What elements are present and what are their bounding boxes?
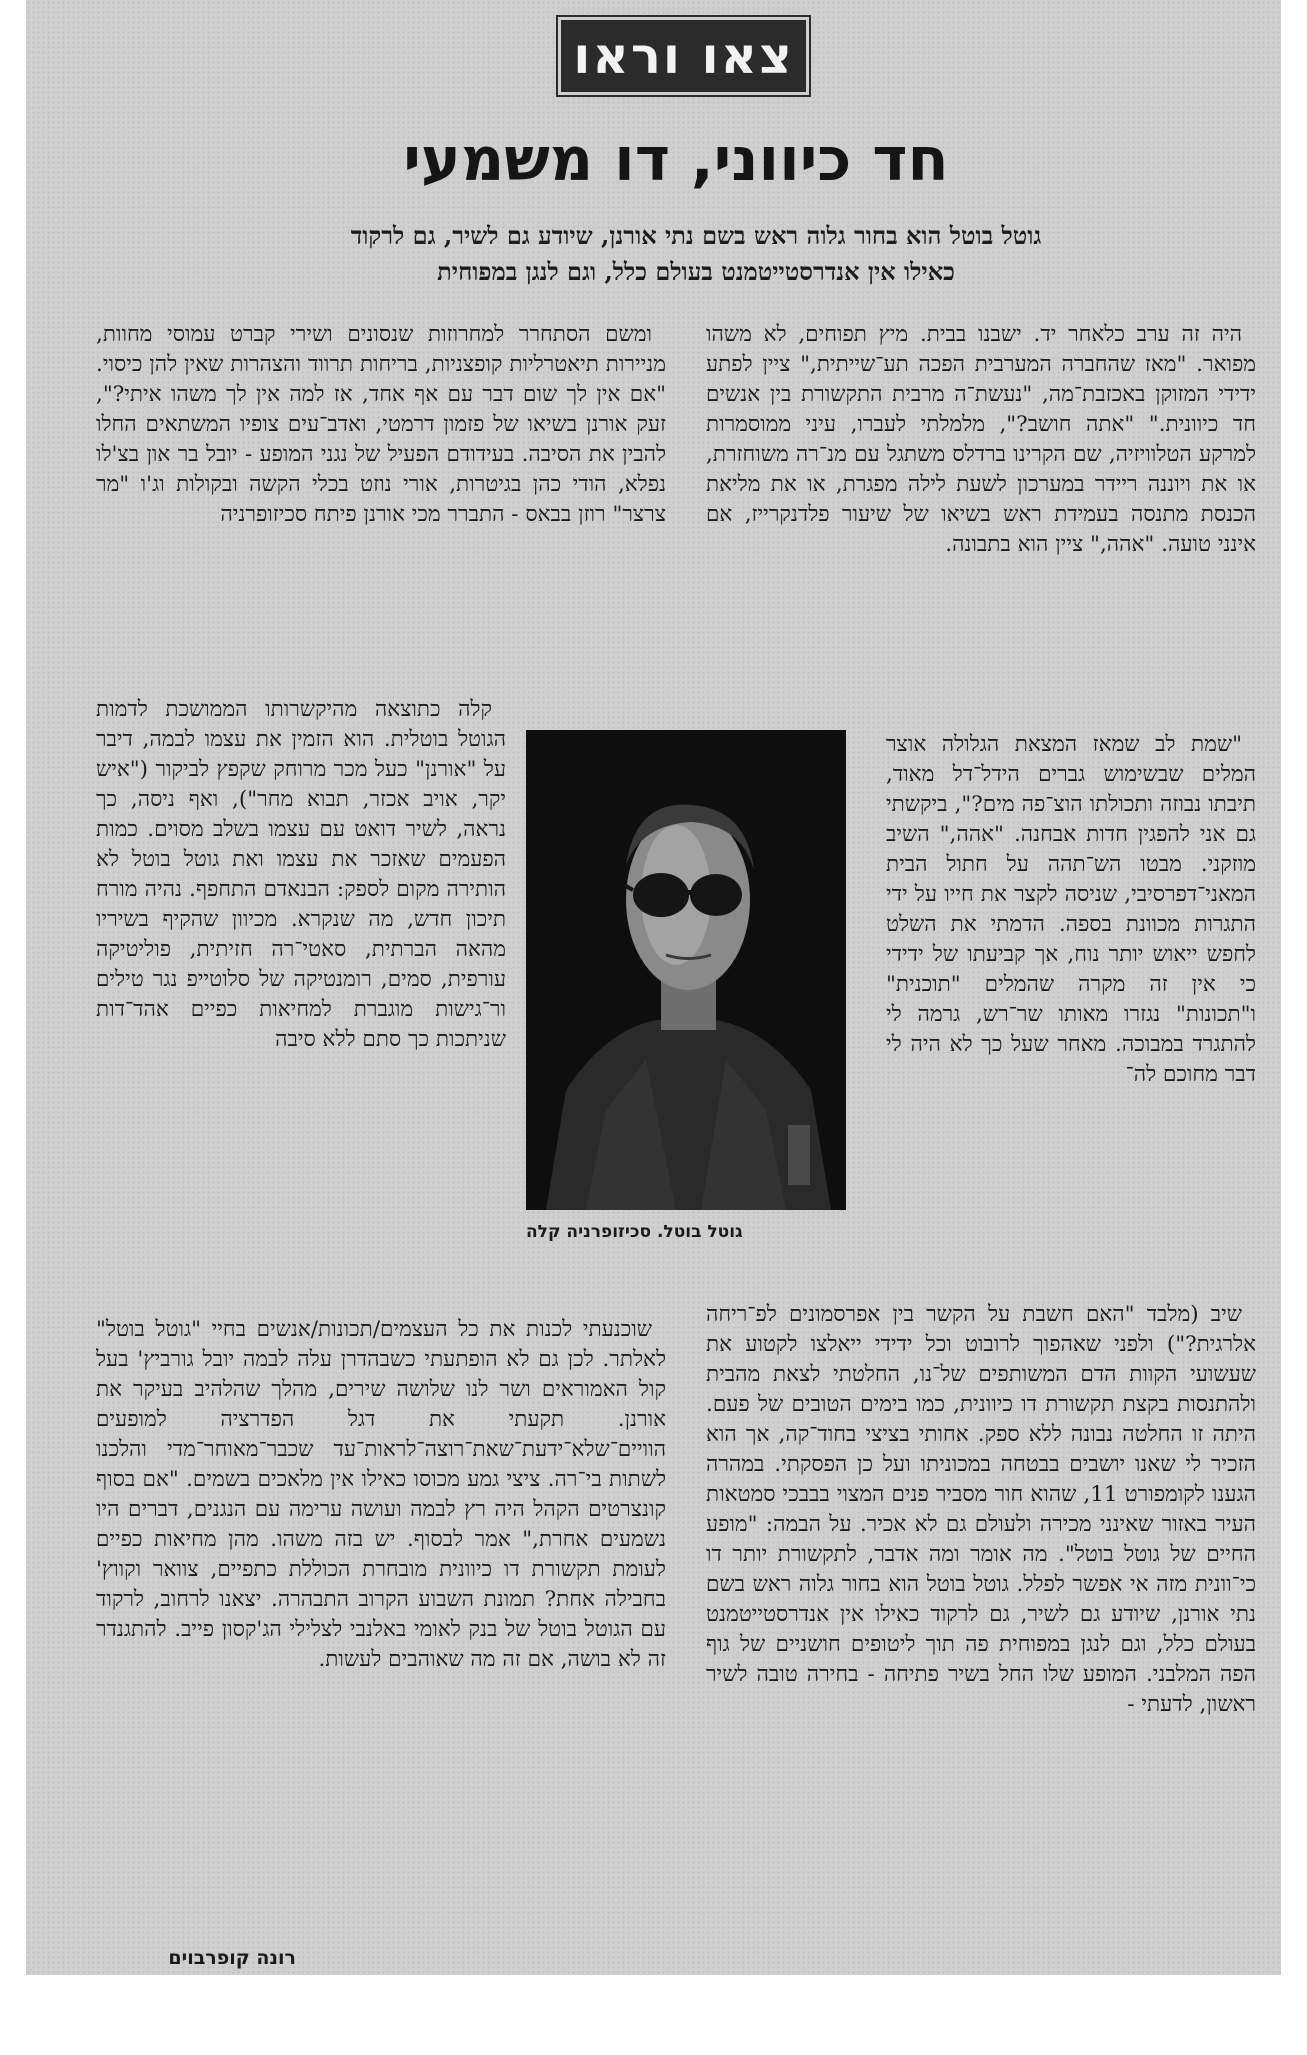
column-right-bottom [706, 1300, 1256, 1960]
paragraph: "שמת לב שמאז המצאת הגלולה אוצר המלים שבשימוש גברים הידל־דל מאוד, תיבתו נבוזה ותכולתו הוצ־פה מים?", ביקשתי גם אני להפגין חדות אבחנה. "אהה," השיב מוזקני. מבטו הש־תהה על חתול הבית המאני־דפרסיבי, שניסה לקצר את חייו על ידי התגרות מכוונת בספה. הדמתי את השלט לחפש ייאוש יותר נוח, אך קביעתו של ידידי כי אין זה מקרה שהמלים "תוכנית" ו"תכונות" נגזרו מאותו שר־רש, גרמה לי להתגרד במבוכה. מאחר שעל כך לא היה לי דבר מחוכם לה־ [886, 732, 1256, 1087]
paragraph: קלה כתוצאה מהיקשרותו הממושכת לדמות הגוטל בוטלית. הוא הזמין את עצמו לבמה, דיבר על "אורנן" כעל מכר מרוחק שקפץ לביקור ("איש יקר, אויב אכזר, תבוא מחר"), ואף ניסה, כך נראה, לשיר דואט עם עצמו בשלב מסוים. כמות הפעמים שאזכר את עצמו ואת גוטל בוטל לא הותירה מקום לספק: הבנאדם התחפף. נהיה מורח תיכון חדש, מה שנקרא. מכיוון שהקיף בשיריו מהאה הברתית, סאטי־רה חזיתית, פוליטיקה עורפית, סמים, רומנטיקה של סלוטייפ נגר טילים ור־גישות מוגברת למחיאות כפיים אהד־דות שניתכות כך סתם ללא סיבה [96, 697, 506, 1052]
column-left-bottom [96, 1315, 666, 1975]
section-kicker: צאו וראו [561, 20, 806, 92]
column-right-top [706, 320, 1256, 730]
paragraph: ומשם הסתחרר למחרוזות שנסונים ושירי קברט עמוסי מחוות, מניירות תיאטרליות קופצניות, בריחות תרווד והצהרות שאין להן כיסוי. "אם אין לך שום דבר עם אף אחד, אז למה אין לך משהו איתי?", זעק אורנן בשיאו של פזמון דרמטי, ואדב־עים צופיו המשתאים החלו להבין את הסיבה. בעידודם הפעיל של נגני המופע - יובל בר און בצ'לו נפלא, הודי כהן בגיטרות, אורי נוזט בכלי הקשה ובקולות וג'ו "מר צרצר" רוזן בבאס - התברר מכי אורנן פיתח סכיזופרניה [96, 322, 666, 527]
column-left-middle [96, 695, 506, 1315]
article-headline: חד כיווני, דו משמעי [403, 125, 949, 195]
portrait-photo-drawing [526, 730, 846, 1210]
photo-caption: גוטל בוטל. סכיזופרניה קלה [526, 1222, 743, 1242]
paragraph: היה זה ערב כלאחר יד. ישבנו בבית. מיץ תפוחים, לא משהו מפואר. "מאז שהחברה המערבית הפכה תע־שייתית," ציין לפתע ידידי המזוקן באכזבת־מה, "נעשת־ה מרבית התקשורת בין אנשים חד כיוונית." "אתה חושב?", מלמלתי לעברו, עיני ממוסמרות למרקע הטלוויזיה, שם הקרינו ברדלס משתגל עם מנ־רה משוחזרת, או את ויוננה ריידר במערכון לשעת לילה מפגרת, או את מליאת הכנסת מתנסה בעמידת ראש בשיאו של שיעור פלדנקרייז, אם אינני טועה. "אהה," ציין הוא בתבונה. [706, 322, 1256, 557]
paragraph: שיב (מלבד "האם חשבת על הקשר בין אפרסמונים לפ־ריחה אלרגית?") ולפני שאהפוך לרובוט וכל ידידי ייאלצו לקטוע את שעשועי הקוות הדם המשותפים של־נו, החלטתי לצאת מהבית ולהתנסות בקצת תקשורת דו כיוונית, כמו בימים הטובים של פעם. היתה זו החלטה נבונה ללא ספק. אחותי בציצי בחוד־קה, אך הוא הזכיר לי שאנו יושבים בבטחה במכוניתו ועל כן הפסקתי. במהרה הגענו לקומפורט 11, שהוא חור מסביר פנים המצוי בבבכי סמטאות העיר באזור שאינני מכירה ולעולם גם לא אכיר. על הבמה: "מופע החיים של גוטל בוטל". מה אומר ומה אדבר, לתקשורת יותר דו כי־וונית מזה אי אפשר לפלל. גוטל בוטל הוא בחור גלוה ראש בשם נתי אורנן, שיודע גם לשיר, גם לרקוד כאילו אין אנדרסטייטמנט בעולם כלל, וגם לנגן במפוחית פה תוך ליטופים חושניים של גוף הפה המלבני. המופע שלו החל בשיר פתיחה - בחירה טובה לשיר ראשון, לדעתי - [706, 1302, 1256, 1717]
article-subhead: גוטל בוטל הוא בחור גלוה ראש בשם נתי אורנן, שיודע גם לשיר, גם לרקוד כאילו אין אנדרסטייטמנט בעולם כלל, וגם לנגן במפוחית [350, 221, 1042, 286]
newspaper-clipping [26, 0, 1281, 1975]
paragraph: שוכנעתי לכנות את כל העצמים/תכונות/אנשים בחיי "גוטל בוטל" לאלתר. לכן גם לא הופתעתי כשבהדרן עלה לבמה יובל גורביץ' בעל קול האמוראים ושר לנו שלושה שירים, מהלך שהלהיב בעיקר את אורנן. תקעתי את דגל הפדרציה למופעים הוויים־שלא־ידעת־שאת־רוצה־לראות־עד שכבר־מאוחר־מדי והלכנו לשתות בי־רה. ציצי גמע מכוסו כאילו אין מלאכים בשמים. "אם בסוף קונצרטים הקהל היה רץ לבמה ועושה ערימה עם הנגנים, דברים היו נשמעים אחרת," אמר לבסוף. יש בזה משהו. מהן מחיאות כפיים לעומת תקשורת דו כיוונית מובחרת הכוללת כתפיים, צוואר וקווץ' בחבילה אחת? תמונת השבוע הקרוב התבהרה. יצאנו לרחוב, לרקוד עם הגוטל בוטל של בנק לאומי באלנבי לצלילי הג'קסון פייב. להתגנדר זה לא בושה, אם זה מה שאוהבים לעשות. [96, 1317, 666, 1672]
column-left-top [96, 320, 666, 695]
article-byline: רונה קופרבוים [168, 1947, 296, 1969]
portrait-photo-icon [526, 730, 846, 1210]
column-right-middle [886, 730, 1256, 1300]
